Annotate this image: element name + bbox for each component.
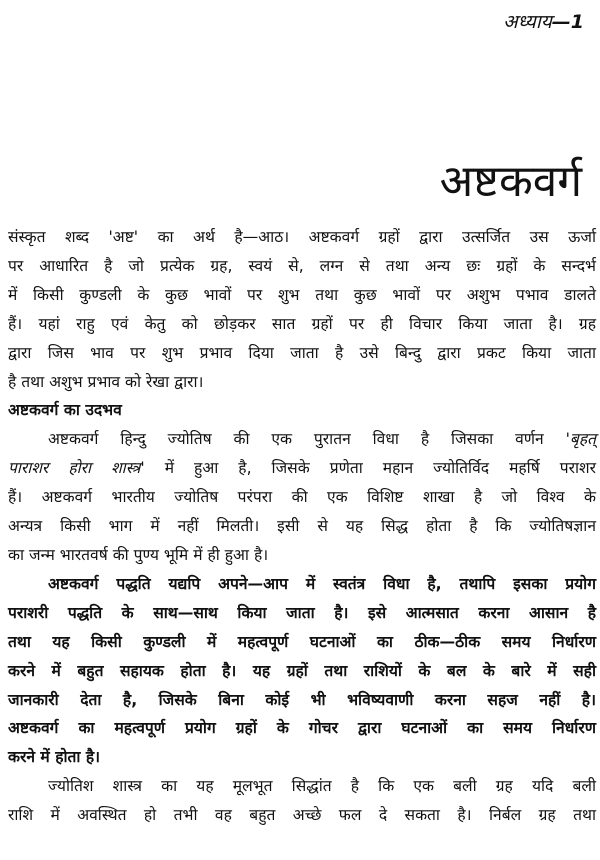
chapter-number: —1 [551,11,584,33]
text-segment: में हुआ है, जिसके प्रणेता महान ज्योतिर्विद महर्षि पराशर [144,459,596,478]
text-line: करने में होता है। [8,748,101,767]
text-line: राशि में अवस्थित हो तभी वह बहुत अच्छे फल दे सकता है। निर्बल ग्रह तथा [8,806,596,825]
text-line: का जन्म भारतवर्ष की पुण्य भूमि में ही हुआ है। [8,545,269,564]
intro-paragraph [8,223,596,396]
text-line: अष्टकवर्ग का महत्वपूर्ण प्रयोग ग्रहों के गोचर द्वारा घटनाओं का समय निर्धारण [8,719,596,738]
chapter-label-text: अध्याय [503,11,552,33]
text-line: ज्योतिश शास्त्र का यह मूलभूत सिद्धांत है कि एक बली ग्रह यदि बली [48,777,596,796]
method-paragraph [8,570,596,772]
book-title-part: पाराशर होरा शास्त्र' [8,459,145,478]
text-segment: अष्टकवर्ग हिन्दु ज्योतिष की एक पुरातन विधा है जिसका वर्णन [48,430,566,449]
body-text [8,223,596,830]
text-line [8,425,596,454]
chapter-title: अष्टकवर्ग [439,156,582,208]
chapter-label [503,8,584,34]
text-line: है तथा अशुभ प्रभाव को रेखा द्वारा। [8,372,204,391]
text-line: अष्टकवर्ग पद्धति यद्यपि अपने—आप में स्वतंत्र विधा है, तथापि इसका प्रयोग [48,574,596,593]
origin-paragraph [8,425,596,570]
text-line: तथा यह किसी कुण्डली में महत्वपूर्ण घटनाओं का ठीक—ठीक समय निर्धारण [8,632,596,651]
text-line: द्वारा जिस भाव पर शुभ प्रभाव दिया जाता है उसे बिन्दु द्वारा प्रकट किया जाता [8,343,596,362]
text-line: करने में बहुत सहायक होता है। यह ग्रहों तथा राशियों के बल के बारे में सही [8,661,596,680]
text-line: हैं। यहां राहु एवं केतु को छोड़कर सात ग्रहों पर ही विचार किया जाता है। ग्रह [8,314,596,333]
text-line: पराशरी पद्धति के साथ—साथ किया जाता है। इसे आत्मसात करना आसान है [8,603,596,622]
text-line: अन्यत्र किसी भाग में नहीं मिलती। इसी से यह सिद्ध होता है कि ज्योतिषज्ञान [8,517,596,536]
text-line: हैं। अष्टकवर्ग भारतीय ज्योतिष परंपरा की एक विशिष्ट शाखा है जो विश्व के [8,488,596,507]
text-line [8,454,596,483]
text-line: पर आधारित है जो प्रत्येक ग्रह, स्वयं से, लग्न से तथा अन्य छः ग्रहों के सन्दर्भ [8,256,596,275]
book-title-part: 'बृहत् [565,430,596,449]
principle-paragraph [8,772,596,830]
text-line: में किसी कुण्डली के कुछ भावों पर शुभ तथा कुछ भावों पर अशुभ पभाव डालते [8,285,596,304]
section-heading: अष्टकवर्ग का उदभव [8,401,122,420]
text-line: जानकारी देता है, जिसके बिना कोई भी भविष्यवाणी करना सहज नहीं है। [8,690,596,709]
text-line: संस्कृत शब्द 'अष्ट' का अर्थ है—आठ। अष्टकवर्ग ग्रहों द्वारा उत्सर्जित उस ऊर्जा [8,228,596,246]
